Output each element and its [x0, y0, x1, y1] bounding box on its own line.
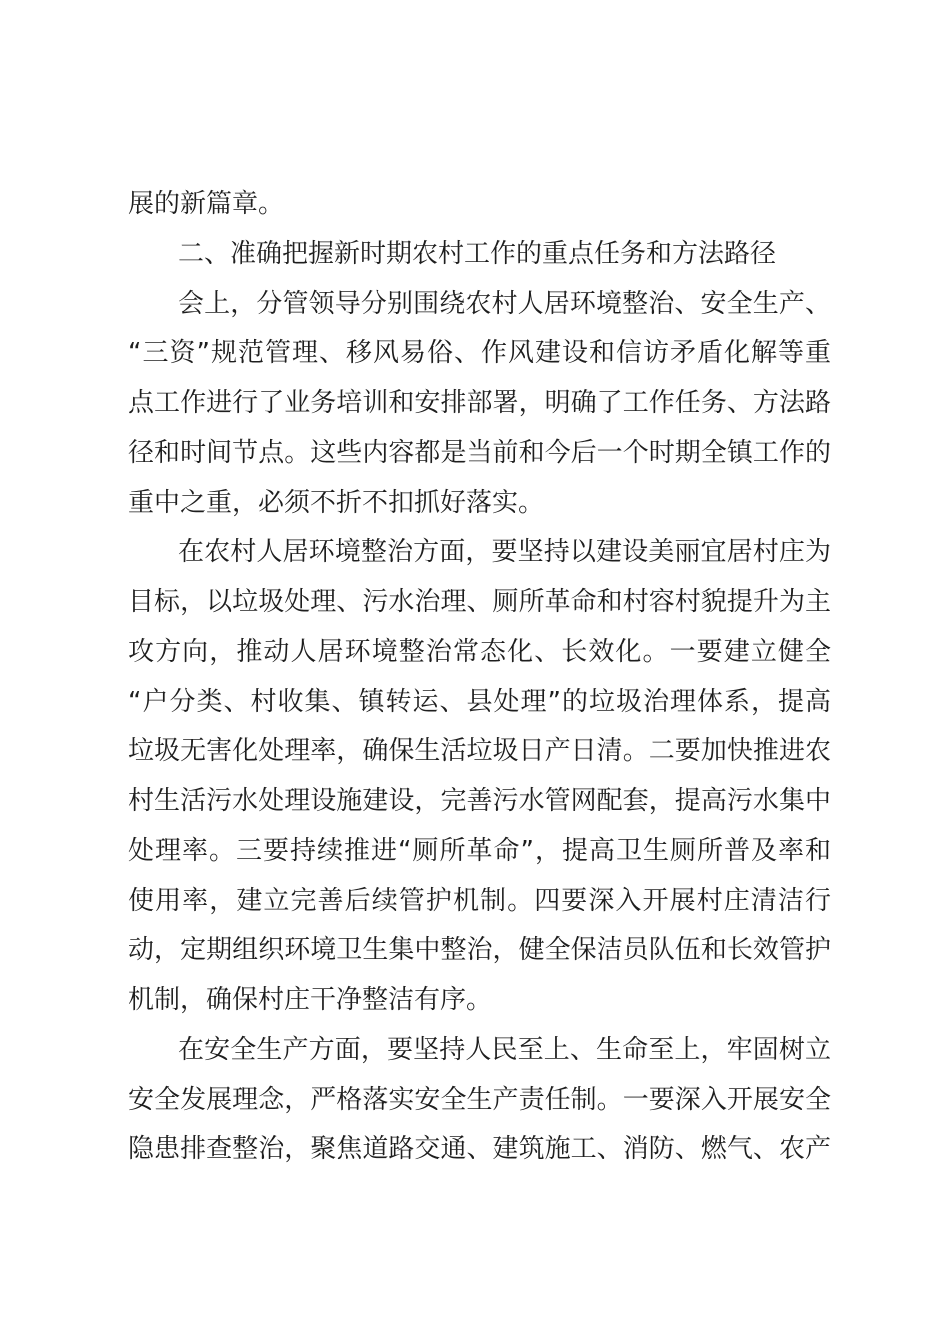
text-line: 机制，确保村庄干净整洁有序。	[128, 985, 493, 1015]
text-line: 会上，分管领导分别围绕农村人居环境整治、安全生产、	[178, 288, 831, 319]
text-line: 点工作进行了业务培训和安排部署，明确了工作任务、方法路	[128, 388, 831, 418]
text-line: 动，定期组织环境卫生集中整治，健全保洁员队伍和长效管护	[128, 935, 831, 966]
text-line: 在安全生产方面，要坚持人民至上、生命至上，牢固树立	[178, 1034, 831, 1065]
text-line: “户分类、村收集、镇转运、县处理”的垃圾治理体系，提高	[128, 686, 831, 717]
text-line: 在农村人居环境整治方面，要坚持以建设美丽宜居村庄为	[178, 537, 831, 568]
text-line: 隐患排查整治，聚焦道路交通、建筑施工、消防、燃气、农产	[128, 1134, 831, 1165]
text-line: 攻方向，推动人居环境整治常态化、长效化。一要建立健全	[128, 636, 831, 667]
paragraph-meeting	[128, 280, 831, 529]
text-line: 展的新篇章。	[128, 189, 285, 219]
text-line: 处理率。三要持续推进“厕所革命”，提高卫生厕所普及率和	[128, 835, 831, 866]
text-line: 重中之重，必须不折不扣抓好落实。	[128, 487, 545, 518]
text-line: “三资”规范管理、移风易俗、作风建设和信访矛盾化解等重	[128, 338, 831, 369]
text-line: 村生活污水处理设施建设，完善污水管网配套，提高污水集中	[128, 786, 831, 816]
text-line: 目标，以垃圾处理、污水治理、厕所革命和村容村貌提升为主	[128, 587, 831, 617]
text-line: 使用率，建立完善后续管护机制。四要深入开展村庄清洁行	[128, 885, 831, 916]
paragraph-continuation	[128, 180, 831, 230]
text-line: 径和时间节点。这些内容都是当前和今后一个时期全镇工作的	[128, 437, 831, 468]
text-line: 垃圾无害化处理率，确保生活垃圾日产日清。二要加快推进农	[128, 736, 831, 767]
heading-text: 二、准确把握新时期农村工作的重点任务和方法路径	[178, 238, 777, 269]
paragraph-environment	[128, 528, 831, 1026]
paragraph-safety	[128, 1026, 831, 1175]
text-line: 安全发展理念，严格落实安全生产责任制。一要深入开展安全	[128, 1084, 831, 1115]
document-page	[128, 180, 831, 1175]
section-heading	[128, 230, 831, 280]
